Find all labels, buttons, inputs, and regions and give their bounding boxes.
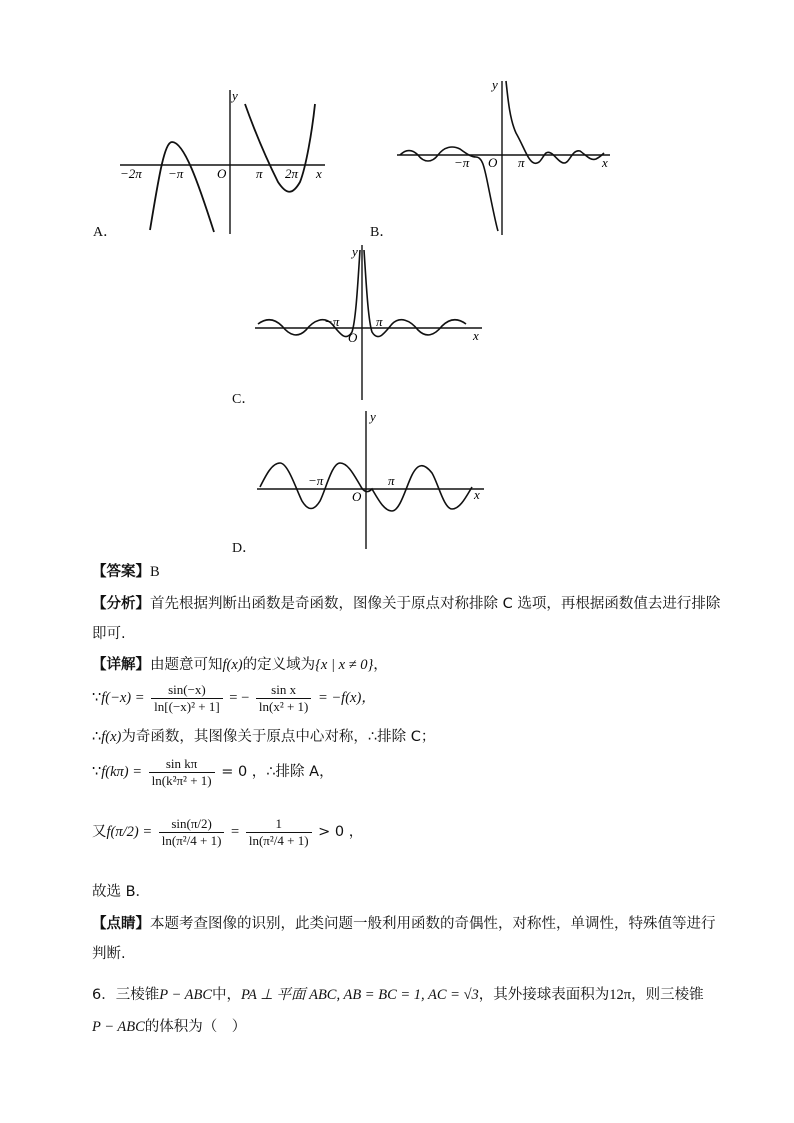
graph-d (252, 405, 492, 553)
tick-pi: π (518, 155, 525, 170)
tick-two-pi: 2π (285, 166, 299, 181)
axis-label-y: y (232, 88, 238, 103)
therefore-symbol: ∴ (92, 729, 102, 745)
axis-label-x: x (473, 328, 479, 343)
eq3-num: sin(π/2) (159, 816, 225, 833)
eq2-num: sin kπ (149, 756, 215, 773)
comment-text-1: 本题考查图像的识别，此类问题一般利用函数的奇偶性，对称性，单调性，特殊值等进行 (150, 916, 716, 932)
option-b-label: B． (370, 225, 394, 240)
eq3-fraction-1 (159, 816, 225, 849)
question-6-line-1 (92, 985, 704, 1005)
origin-label: O (348, 330, 358, 345)
also-word: 又 (92, 824, 107, 840)
detail-line3-text: 为奇函数，其图像关于原点中心对称，∴排除 C； (121, 729, 436, 745)
detail-line-3 (92, 727, 435, 747)
axis-label-y: y (370, 409, 376, 424)
q6-conditions: PA ⊥ 平面 ABC, AB = BC = 1, AC = √3 (241, 987, 479, 1003)
tick-pi: π (388, 473, 395, 488)
detail-prefix: 由题意可知 (150, 657, 223, 673)
axis-label-x: x (316, 166, 322, 181)
comment-line-1 (92, 914, 716, 934)
q6-pabc-2: P − ABC (92, 1019, 145, 1035)
analysis-text-2: 即可. (92, 626, 126, 642)
answer-value: B (150, 564, 160, 580)
equation-2 (92, 754, 334, 790)
analysis-line-2 (92, 624, 126, 644)
eq1-rhs: = −f(x)， (317, 690, 376, 706)
eq3-mid: = (231, 824, 240, 840)
eq2-rhs: = 0 ，∴排除 A， (221, 764, 334, 780)
because-symbol-2: ∵ (92, 764, 102, 780)
detail-tag: 【详解】 (92, 657, 150, 673)
because-symbol: ∵ (92, 690, 102, 706)
equation-1 (92, 680, 376, 716)
eq3-fraction-2 (246, 816, 312, 849)
analysis-line-1 (92, 594, 720, 614)
conclusion-text: 故选 B． (92, 884, 151, 900)
eq1-fraction-1 (151, 682, 223, 715)
eq1-den2: ln(x² + 1) (258, 698, 309, 714)
q6-mid: 中， (212, 987, 241, 1003)
graph-b (392, 75, 622, 240)
comment-line-2 (92, 944, 126, 964)
axis-label-x: x (474, 487, 480, 502)
q6-surface: ，其外接球表面积为 (478, 987, 610, 1003)
origin-label: O (488, 155, 498, 170)
tick-neg-pi: −π (324, 314, 340, 329)
answer-line (92, 562, 160, 582)
q6-then: ，则三棱锥 (631, 987, 704, 1003)
comment-tag: 【点睛】 (92, 916, 150, 932)
tick-neg-two-pi: −2π (120, 166, 142, 181)
analysis-text-1: 首先根据判断出函数是奇函数，图像关于原点对称排除 C 选项，再根据函数值去进行排除 (150, 596, 721, 612)
detail-mid: 的定义域为 (242, 657, 316, 673)
eq1-fraction-2 (256, 682, 312, 715)
fx-symbol: f(x) (222, 657, 243, 673)
q6-area: 12π (609, 987, 632, 1003)
answer-tag: 【答案】 (92, 564, 150, 580)
eq3-den: ln(π²/4 + 1) (161, 832, 222, 848)
analysis-tag: 【分析】 (92, 596, 150, 612)
eq3-lhs: f(π/2) = (106, 824, 153, 840)
axis-label-x: x (602, 155, 608, 170)
option-c-label: C． (232, 392, 256, 407)
q6-prefix: 6．三棱锥 (92, 987, 160, 1003)
equation-3 (92, 812, 363, 852)
tick-neg-pi: −π (308, 473, 324, 488)
q6-pabc: P − ABC (159, 987, 212, 1003)
q6-volume: 的体积为（ ） (144, 1019, 247, 1035)
eq3-num2: 1 (246, 816, 312, 833)
tick-neg-pi: −π (168, 166, 184, 181)
option-d-label: D． (232, 541, 257, 556)
eq1-lhs: f(−x) = (101, 690, 145, 706)
eq3-rhs: > 0 ， (318, 824, 364, 840)
graph-a (110, 82, 340, 237)
tick-pi: π (256, 166, 263, 181)
question-6-line-2 (92, 1017, 246, 1037)
fx-symbol-2: f(x) (101, 729, 122, 745)
comment-text-2: 判断. (92, 946, 126, 962)
eq1-num1: sin(−x) (151, 682, 223, 699)
option-a-label: A． (93, 225, 118, 240)
conclusion-line (92, 882, 150, 902)
eq2-den: ln(k²π² + 1) (151, 772, 212, 788)
eq1-num2: sin x (256, 682, 312, 699)
origin-label: O (352, 489, 362, 504)
eq2-fraction (149, 756, 215, 789)
axis-label-y: y (492, 77, 498, 92)
eq3-den2: ln(π²/4 + 1) (248, 832, 309, 848)
detail-line-1 (92, 655, 388, 675)
eq1-mid: = − (229, 690, 250, 706)
tick-pi: π (376, 314, 383, 329)
eq2-lhs: f(kπ) = (101, 764, 143, 780)
graph-c (250, 240, 490, 405)
detail-end: ， (373, 657, 388, 673)
origin-label: O (217, 166, 227, 181)
domain-set: {x | x ≠ 0} (315, 657, 374, 673)
tick-neg-pi: −π (454, 155, 470, 170)
axis-label-y: y (352, 244, 358, 259)
eq1-den1: ln[(−x)² + 1] (154, 698, 220, 714)
